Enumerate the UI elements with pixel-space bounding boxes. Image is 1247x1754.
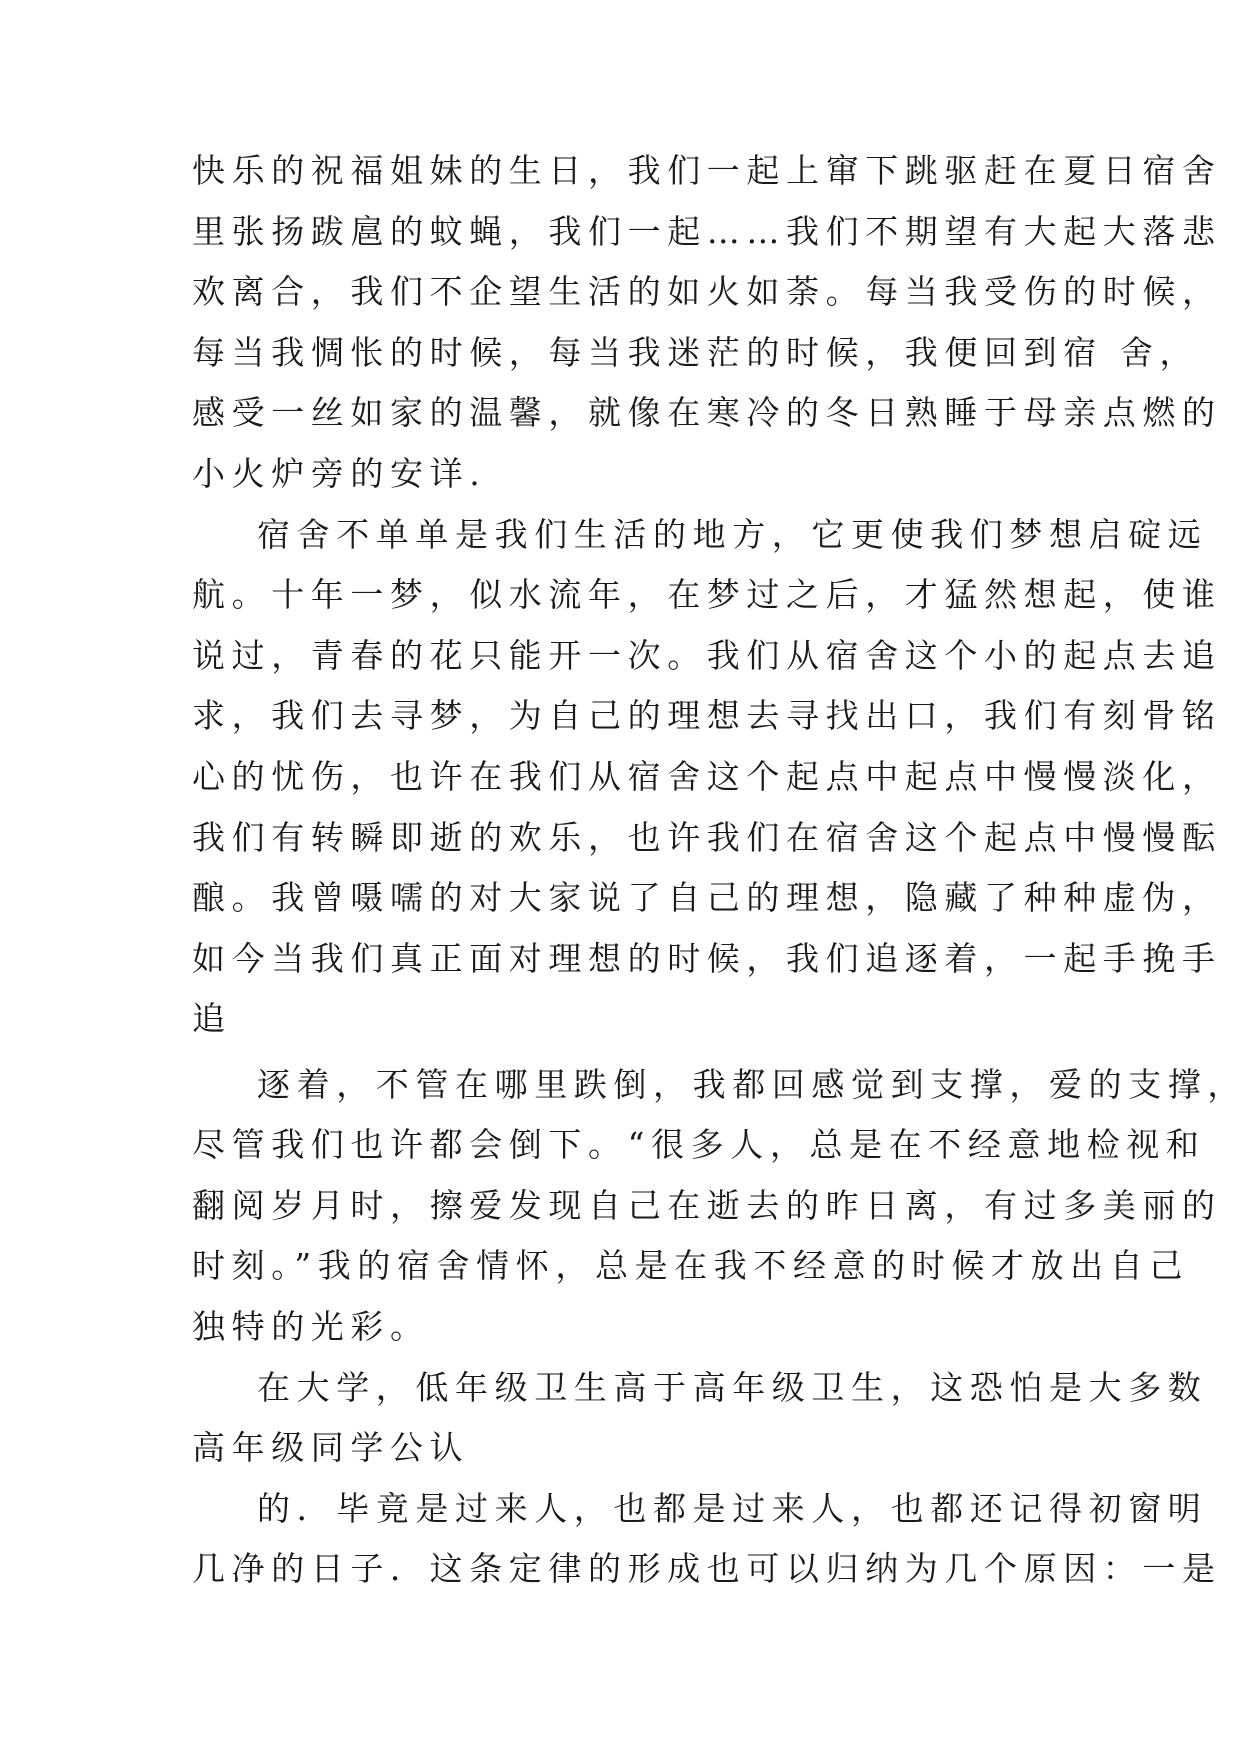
text-line: 翻阅岁月时，擦爱发现自己在逝去的昨日离，有过多美丽的 <box>192 1186 1222 1225</box>
text-line: 小火炉旁的安详. <box>192 454 487 493</box>
text-line: 欢离合，我们不企望生活的如火如荼。每当我受伤的时候， <box>192 272 1222 311</box>
text-line: 航。十年一梦，似水流年，在梦过之后，才猛然想起，使谁 <box>192 575 1222 614</box>
text-line: 每当我惆怅的时候，每当我迷茫的时候，我便回到宿 舍， <box>192 333 1200 372</box>
text-line: 快乐的祝福姐妹的生日，我们一起上窜下跳驱赶在夏日宿舍 <box>192 151 1222 190</box>
text-line: 时刻。”我的宿舍情怀，总是在我不经意的时候才放出自己 <box>192 1246 1189 1285</box>
text-line: 我们有转瞬即逝的欢乐，也许我们在宿舍这个起点中慢慢酝 <box>192 818 1222 857</box>
text-line: 里张扬跋扈的蚊蝇，我们一起……我们不期望有大起大落悲 <box>192 212 1222 251</box>
text-line: 说过，青春的花只能开一次。我们从宿舍这个小的起点去追 <box>192 636 1222 675</box>
text-line: 求，我们去寻梦，为自己的理想去寻找出口，我们有刻骨铭 <box>192 696 1222 735</box>
text-line: 宿舍不单单是我们生活的地方，它更使我们梦想启碇远 <box>257 515 1208 554</box>
text-line: 逐着，不管在哪里跌倒，我都回感觉到支撑，爱的支撑， <box>257 1065 1247 1104</box>
text-line: 尽管我们也许都会倒下。“很多人，总是在不经意地检视和 <box>192 1125 1206 1164</box>
text-line: 高年级同学公认 <box>192 1428 470 1467</box>
text-line: 心的忧伤，也许在我们从宿舍这个起点中起点中慢慢淡化， <box>192 757 1222 796</box>
text-line: 的．毕竟是过来人，也都是过来人，也都还记得初窗明 <box>257 1489 1208 1528</box>
text-line: 感受一丝如家的温馨，就像在寒冷的冬日熟睡于母亲点燃的 <box>192 393 1222 432</box>
text-line: 酿。我曾嗫嚅的对大家说了自己的理想，隐藏了种种虚伪， <box>192 878 1222 917</box>
text-line: 追 <box>192 999 232 1038</box>
text-line: 几净的日子．这条定律的形成也可以归纳为几个原因：一是 <box>192 1549 1222 1588</box>
text-line: 如今当我们真正面对理想的时候，我们追逐着，一起手挽手 <box>192 939 1222 978</box>
text-line: 在大学，低年级卫生高于高年级卫生，这恐怕是大多数 <box>257 1368 1208 1407</box>
text-line: 独特的光彩。 <box>192 1307 430 1346</box>
